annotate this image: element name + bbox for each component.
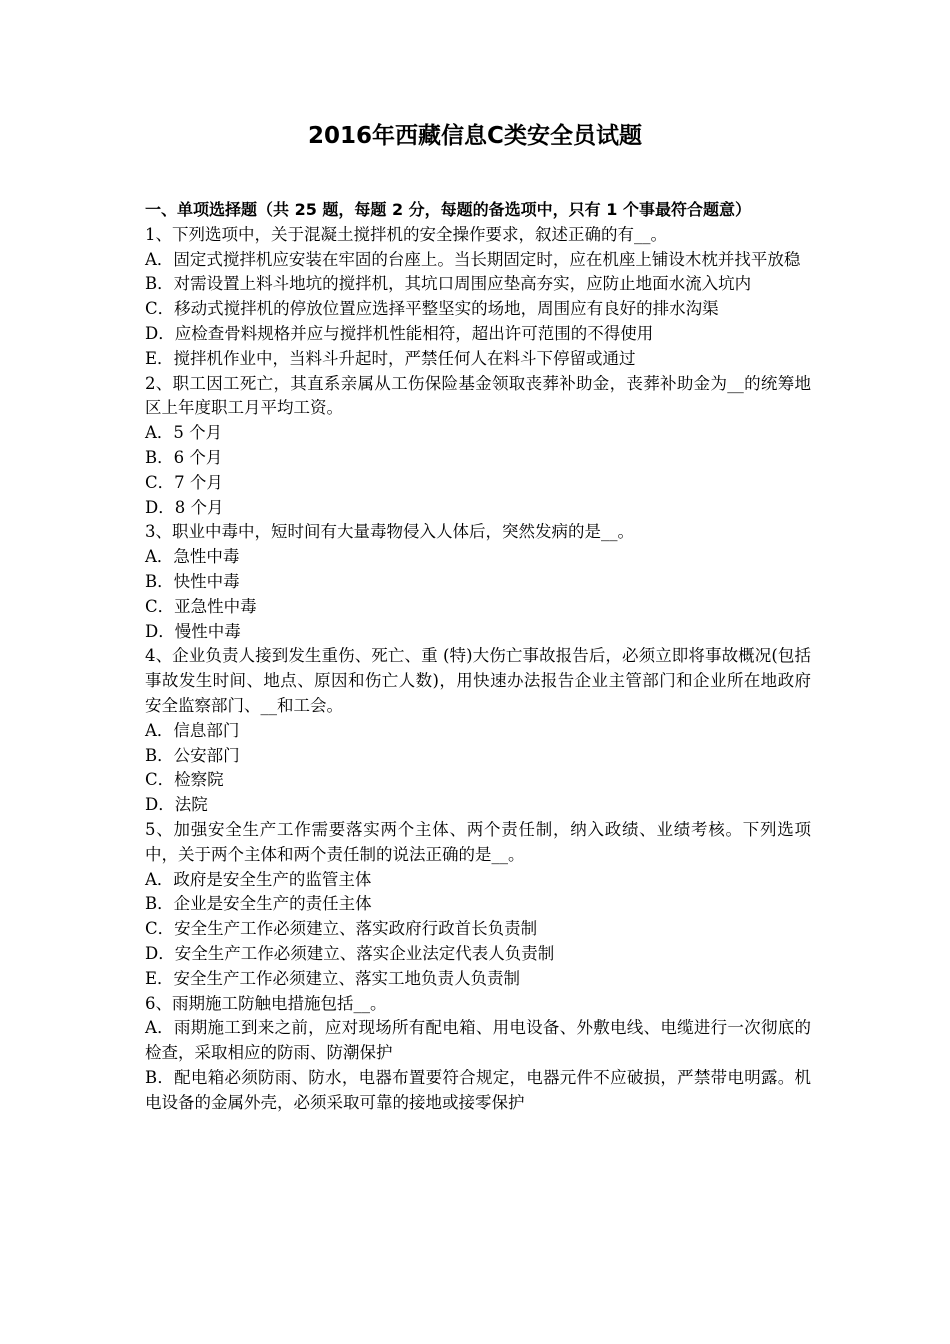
option-c: C．7 个月 — [145, 472, 223, 492]
option-d: D．应检查骨料规格并应与搅拌机性能相符，超出许可范围的不得使用 — [145, 323, 654, 343]
question-stem: 1、下列选项中，关于混凝土搅拌机的安全操作要求，叙述正确的有__。 — [145, 224, 667, 244]
option-c: C．检察院 — [145, 770, 224, 790]
option-b: B．公安部门 — [145, 745, 240, 765]
option-c: C．移动式搅拌机的停放位置应选择平整坚实的场地，周围应有良好的排水沟渠 — [145, 299, 719, 319]
option-e: E．安全生产工作必须建立、落实工地负责人负责制 — [145, 968, 521, 988]
question-2 — [145, 372, 811, 521]
option-a: A．雨期施工到来之前，应对现场所有配电箱、用电设备、外敷电线、电缆进行一次彻底的检查，采取相应的防雨、防潮保护 — [145, 1018, 811, 1063]
option-d: D．8 个月 — [145, 497, 224, 517]
section-heading: 一、单项选择题（共 25 题，每题 2 分，每题的备选项中，只有 1 个事最符合题意） — [145, 200, 751, 219]
question-stem: 4、企业负责人接到发生重伤、死亡、重 (特)大伤亡事故报告后，必须立即将事故概况(包括事故发生时间、地点、原因和伤亡人数)，用快速办法报告企业主管部门和企业所在地政府安全监察部门、__和工会。 — [145, 646, 811, 715]
page-title: 2016年西藏信息C类安全员试题 — [308, 123, 642, 149]
question-5 — [145, 818, 811, 992]
option-b: B．6 个月 — [145, 447, 223, 467]
option-a: A．政府是安全生产的监管主体 — [145, 869, 372, 889]
option-b: B．对需设置上料斗地坑的搅拌机，其坑口周围应垫高夯实，应防止地面水流入坑内 — [145, 274, 752, 294]
question-stem: 3、职业中毒中，短时间有大量毒物侵入人体后，突然发病的是__。 — [145, 522, 634, 542]
option-c: C．安全生产工作必须建立、落实政府行政首长负责制 — [145, 919, 538, 939]
question-stem: 5、加强安全生产工作需要落实两个主体、两个责任制，纳入政绩、业绩考核。下列选项中，关于两个主体和两个责任制的说法正确的是__。 — [145, 819, 811, 864]
option-d: D．慢性中毒 — [145, 621, 241, 641]
option-d: D．法院 — [145, 795, 208, 815]
option-a: A．5 个月 — [145, 423, 223, 443]
option-a: A．固定式搅拌机应安装在牢固的台座上。当长期固定时，应在机座上铺设木枕并找平放稳 — [145, 249, 801, 269]
option-e: E．搅拌机作业中，当料斗升起时，严禁任何人在料斗下停留或通过 — [145, 348, 636, 368]
option-a: A．信息部门 — [145, 720, 240, 740]
question-stem: 6、雨期施工防触电措施包括__。 — [145, 993, 387, 1013]
option-b: B．企业是安全生产的责任主体 — [145, 894, 372, 914]
option-a: A．急性中毒 — [145, 547, 240, 567]
option-b: B．快性中毒 — [145, 571, 240, 591]
question-6 — [145, 992, 811, 1116]
question-stem: 2、职工因工死亡，其直系亲属从工伤保险基金领取丧葬补助金，丧葬补助金为__的统筹地区上年度职工月平均工资。 — [145, 373, 811, 418]
option-b: B．配电箱必须防雨、防水，电器布置要符合规定，电器元件不应破损，严禁带电明露。机电设备的金属外壳，必须采取可靠的接地或接零保护 — [145, 1067, 811, 1112]
question-3 — [145, 520, 811, 644]
document-body — [145, 198, 811, 1115]
option-c: C．亚急性中毒 — [145, 596, 257, 616]
option-d: D．安全生产工作必须建立、落实企业法定代表人负责制 — [145, 943, 555, 963]
question-1 — [145, 223, 811, 372]
question-4 — [145, 644, 811, 818]
